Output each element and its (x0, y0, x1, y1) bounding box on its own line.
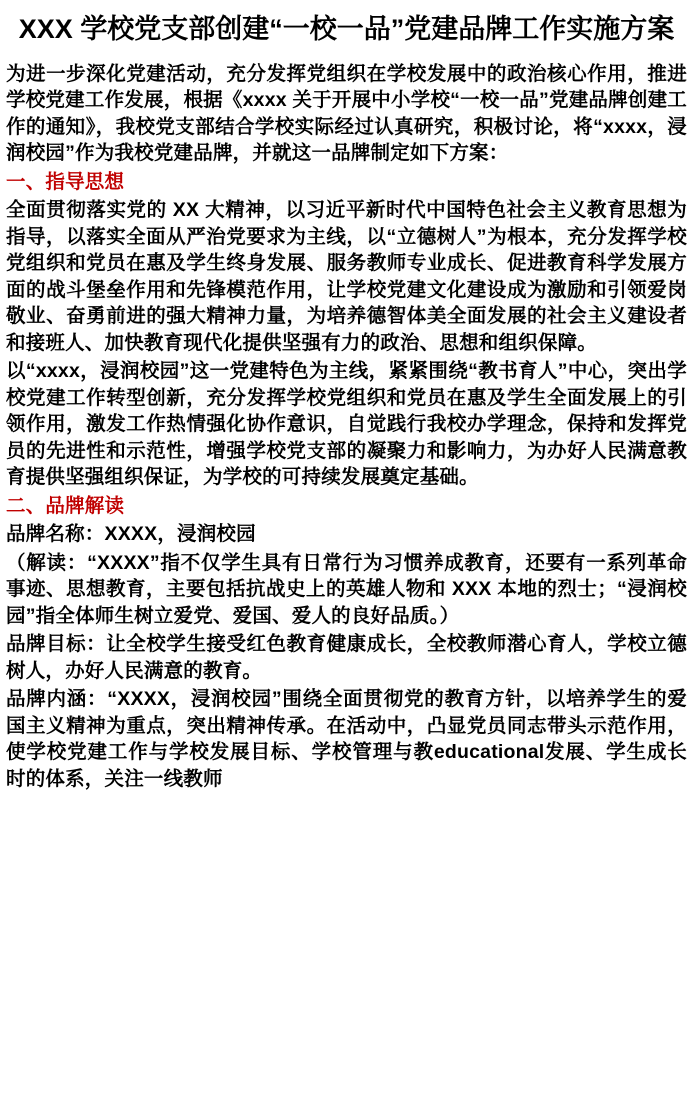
guiding-thought-paragraph-2: 以“xxxx，浸润校园”这一党建特色为主线，紧紧围绕“教书育人”中心，突出学校党建工作转型创新，充分发挥学校党组织和党员在惠及学生全面发展上的引领作用，激发工作热情强化协作意识，自觉践行我校办学理念，保持和发挥党员的先进性和示范性，增强学校党支部的凝聚力和影响力，为办好人民满意教育提供坚强组织保证，为学校的可持续发展奠定基础。 (6, 360, 687, 489)
brand-goal-paragraph: 品牌目标：让全校学生接受红色教育健康成长，全校教师潜心育人，学校立德树人，办好人民满意的教育。 (6, 633, 687, 682)
section-heading-guiding-thought: 一、指导思想 (6, 170, 125, 193)
section-heading-brand-interpretation: 二、品牌解读 (6, 494, 125, 517)
brand-name-paragraph: 品牌名称：XXXX，浸润校园 (6, 523, 256, 546)
guiding-thought-paragraph-1: 全面贯彻落实党的 XX 大精神，以习近平新时代中国特色社会主义教育思想为指导，以落实全面从严治党要求为主线，以“立德树人”为根本，充分发挥学校党组织和党员在惠及学生终身发展、服务教师专业成长、促进教育科学发展方面的战斗堡垒作用和先锋模范作用，让学校党建文化建设成为激励和引领爱岗敬业、奋勇前进的强大精神力量，为培养德智体美全面发展的社会主义建设者和接班人、加快教育现代化提供坚强有力的政治、思想和组织保障。 (6, 199, 687, 354)
brand-explanation-paragraph: （解读：“XXXX”指不仅学生具有日常行为习惯养成教育，还要有一系列革命事迹、思想教育，主要包括抗战史上的英雄人物和 XXX 本地的烈士；“浸润校园”指全体师生树立爱党、爱国、爱人的良好品质。） (6, 551, 687, 627)
brand-connotation-paragraph: 品牌内涵：“XXXX，浸润校园”围绕全面贯彻党的教育方针，以培养学生的爱国主义精神为重点，突出精神传承。在活动中，凸显党员同志带头示范作用，使学校党建工作与学校发展目标、学校管理与教educational发展、学生成长时的体系，关注一线教师 (6, 688, 687, 790)
page-title: XXX 学校党支部创建“一校一品”党建品牌工作实施方案 (18, 14, 675, 44)
intro-paragraph: 为进一步深化党建活动，充分发挥党组织在学校发展中的政治核心作用，推进学校党建工作发展，根据《xxxx 关于开展中小学校“一校一品”党建品牌创建工作的通知》，我校党支部结合学校实际经过认真研究，积极讨论，将“xxxx，浸润校园”作为我校党建品牌，并就这一品牌制定如下方案： (6, 62, 687, 165)
